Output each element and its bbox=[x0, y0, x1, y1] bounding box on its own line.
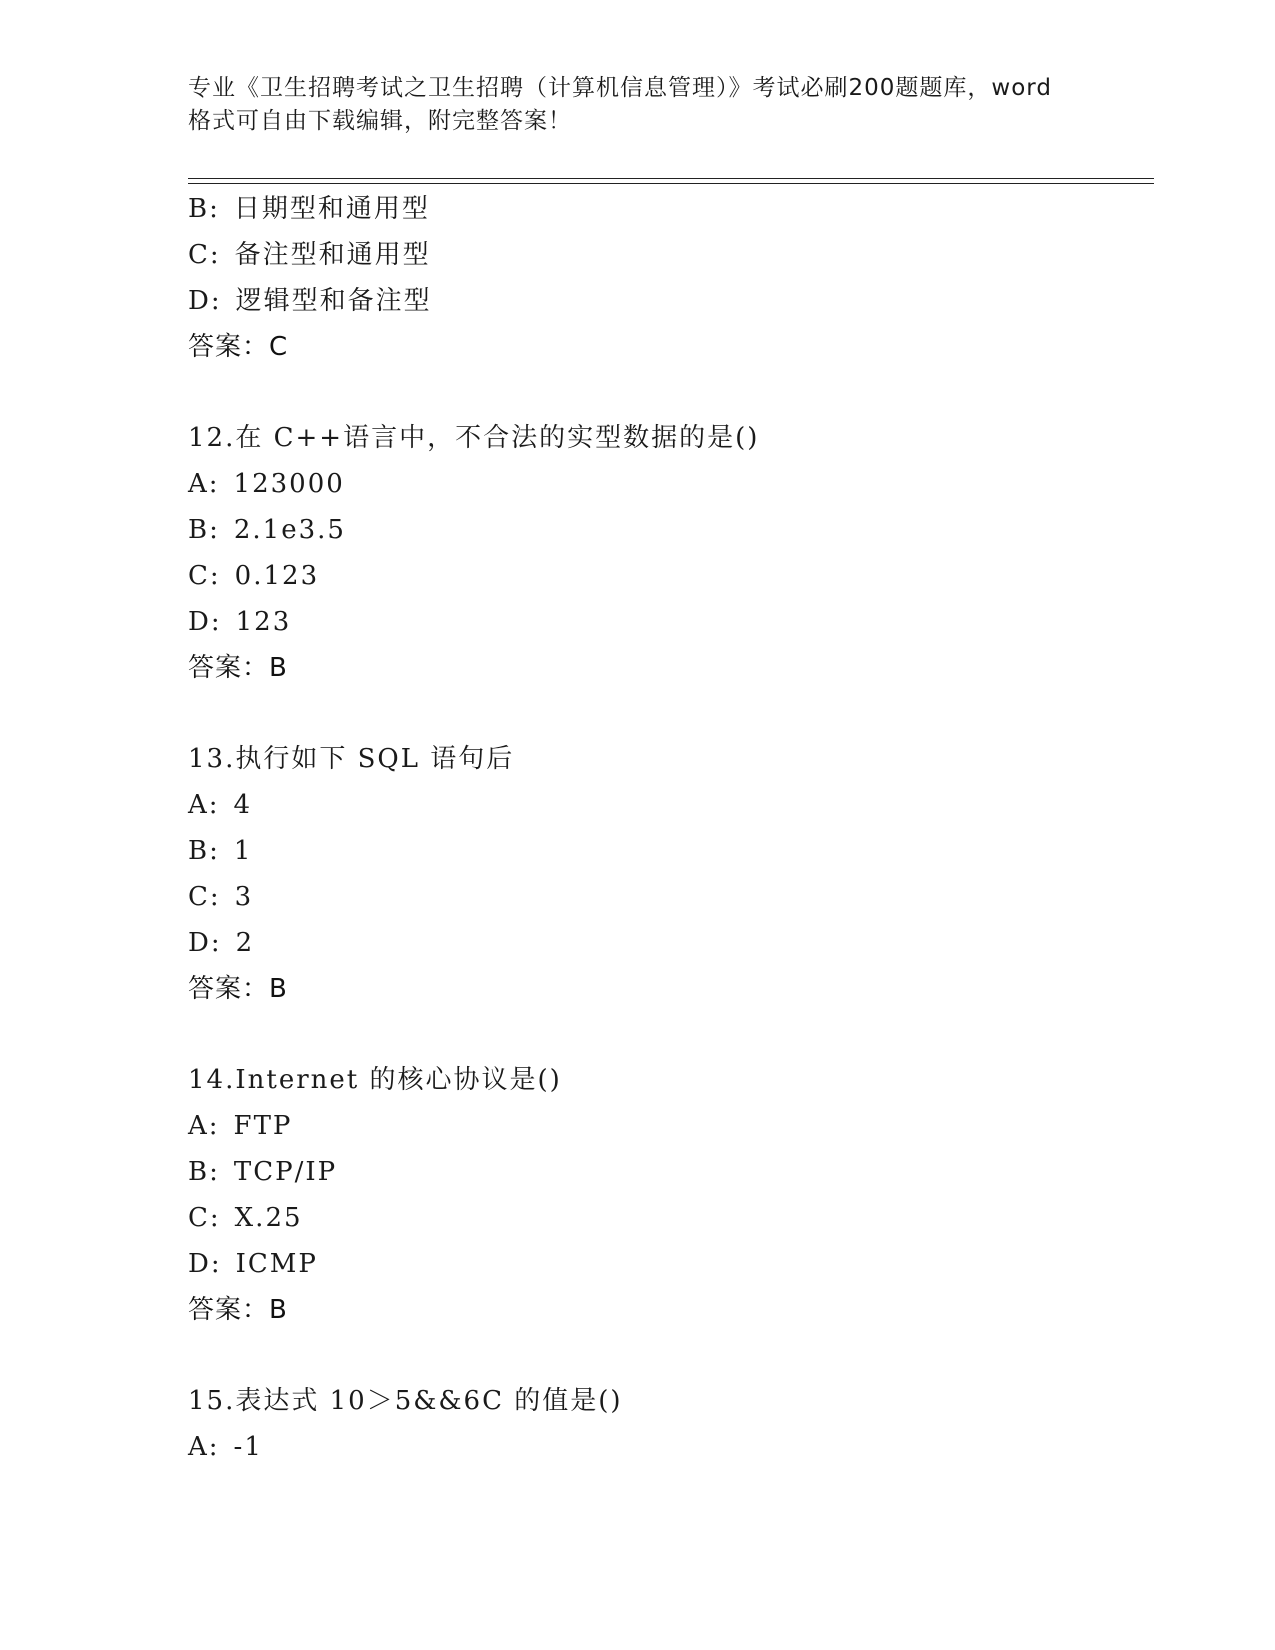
option-c bbox=[188, 553, 1168, 599]
option-a bbox=[188, 461, 1168, 507]
option-separator: : bbox=[209, 882, 221, 912]
answer-line: 答案：B bbox=[188, 974, 288, 1004]
option-separator: : bbox=[209, 194, 220, 224]
option-d bbox=[188, 920, 1168, 966]
option-letter: C bbox=[188, 1203, 210, 1233]
question-text: 14.Internet 的核心协议是() bbox=[188, 1065, 562, 1095]
question-block-15 bbox=[188, 1378, 1168, 1470]
option-letter: B bbox=[188, 836, 210, 866]
option-b bbox=[188, 828, 1168, 874]
option-letter: C bbox=[188, 882, 210, 912]
question-list bbox=[188, 186, 1168, 1470]
option-text: 3 bbox=[234, 882, 254, 912]
option-text: 日期型和通用型 bbox=[233, 194, 430, 224]
option-letter: A bbox=[188, 1111, 209, 1141]
option-separator: : bbox=[208, 1432, 220, 1462]
option-separator: : bbox=[209, 1157, 220, 1187]
option-letter: B bbox=[188, 515, 210, 545]
question-text: 13.执行如下 SQL 语句后 bbox=[188, 744, 515, 774]
option-b bbox=[188, 1149, 1168, 1195]
option-separator: : bbox=[209, 240, 221, 270]
option-text: 2 bbox=[235, 928, 255, 958]
question-block-continued bbox=[188, 186, 1168, 370]
option-separator: : bbox=[209, 1203, 221, 1233]
option-letter: C bbox=[188, 240, 210, 270]
option-text: -1 bbox=[233, 1432, 263, 1462]
answer-line: 答案：C bbox=[188, 332, 289, 362]
header-line-1: 专业《卫生招聘考试之卫生招聘（计算机信息管理）》考试必刷200题题库，word bbox=[188, 75, 1052, 101]
option-letter: B bbox=[188, 1157, 210, 1187]
option-separator: : bbox=[210, 928, 222, 958]
option-text: TCP/IP bbox=[233, 1157, 338, 1187]
option-letter: C bbox=[188, 561, 210, 591]
option-c bbox=[188, 1195, 1168, 1241]
option-b bbox=[188, 186, 1168, 232]
option-letter: A bbox=[188, 1432, 209, 1462]
option-c bbox=[188, 232, 1168, 278]
option-d bbox=[188, 278, 1168, 324]
option-text: 逻辑型和备注型 bbox=[235, 286, 432, 316]
document-header bbox=[188, 72, 1088, 138]
option-letter: B bbox=[188, 194, 210, 224]
option-text: 2.1e3.5 bbox=[233, 515, 346, 545]
option-text: ICMP bbox=[235, 1249, 318, 1279]
option-b bbox=[188, 507, 1168, 553]
option-text: 123000 bbox=[233, 469, 345, 499]
option-separator: : bbox=[210, 1249, 222, 1279]
option-separator: : bbox=[209, 836, 220, 866]
option-a bbox=[188, 1424, 1168, 1470]
option-d bbox=[188, 1241, 1168, 1287]
option-c bbox=[188, 874, 1168, 920]
header-divider-bottom bbox=[188, 183, 1154, 184]
option-text: X.25 bbox=[234, 1203, 303, 1233]
option-text: 1 bbox=[233, 836, 253, 866]
option-text: 123 bbox=[235, 607, 292, 637]
option-letter: D bbox=[188, 607, 211, 637]
option-letter: A bbox=[188, 790, 209, 820]
header-line-2: 格式可自由下载编辑，附完整答案！ bbox=[188, 108, 572, 134]
header-divider-top bbox=[188, 178, 1154, 179]
question-text: 15.表达式 10＞5&&6C 的值是() bbox=[188, 1386, 623, 1416]
option-text: FTP bbox=[233, 1111, 293, 1141]
option-text: 0.123 bbox=[234, 561, 320, 591]
option-separator: : bbox=[210, 607, 222, 637]
answer-line: 答案：B bbox=[188, 653, 288, 683]
option-text: 备注型和通用型 bbox=[234, 240, 431, 270]
option-a bbox=[188, 1103, 1168, 1149]
option-separator: : bbox=[209, 561, 221, 591]
option-separator: : bbox=[208, 1111, 220, 1141]
question-block-13 bbox=[188, 736, 1168, 1012]
answer-line: 答案：B bbox=[188, 1295, 288, 1325]
option-separator: : bbox=[208, 469, 220, 499]
option-text: 4 bbox=[233, 790, 253, 820]
option-separator: : bbox=[208, 790, 220, 820]
option-letter: D bbox=[188, 286, 211, 316]
option-d bbox=[188, 599, 1168, 645]
question-block-14 bbox=[188, 1057, 1168, 1333]
question-block-12 bbox=[188, 415, 1168, 691]
option-separator: : bbox=[210, 286, 222, 316]
option-letter: D bbox=[188, 928, 211, 958]
option-letter: D bbox=[188, 1249, 211, 1279]
question-text: 12.在 C++语言中，不合法的实型数据的是() bbox=[188, 423, 760, 453]
option-letter: A bbox=[188, 469, 209, 499]
option-separator: : bbox=[209, 515, 220, 545]
option-a bbox=[188, 782, 1168, 828]
